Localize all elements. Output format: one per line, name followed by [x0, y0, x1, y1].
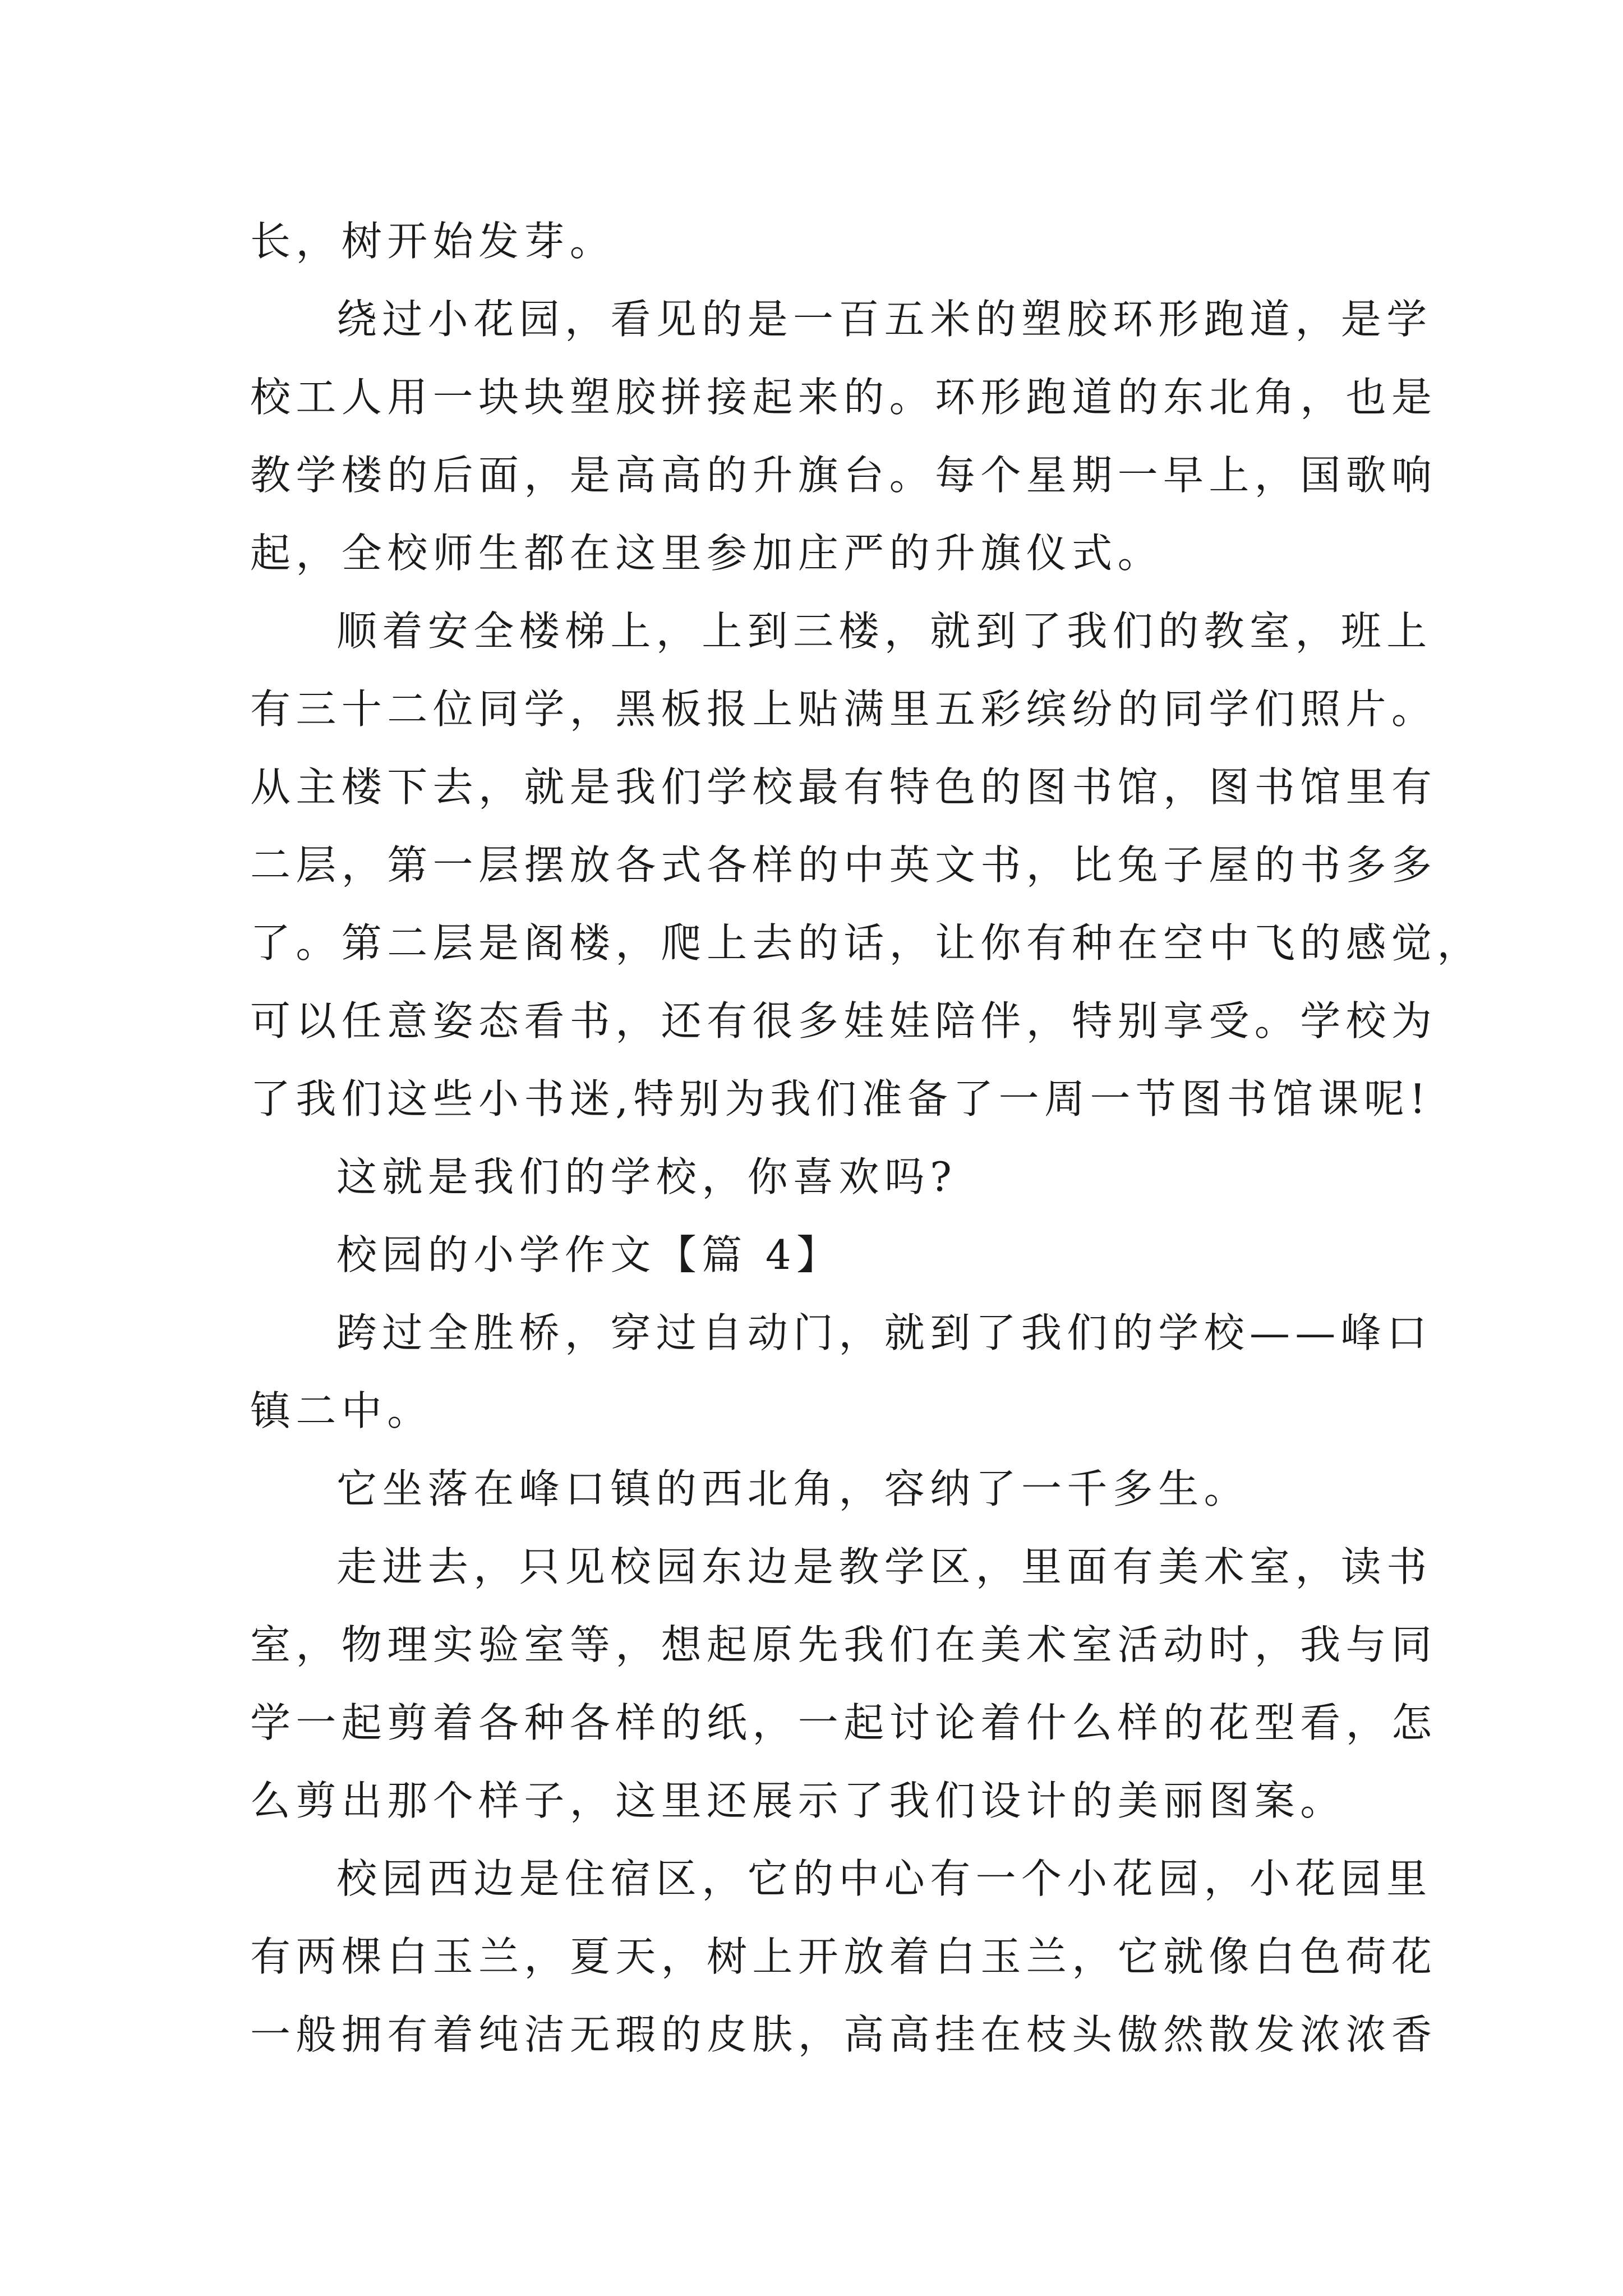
- text-line-21: 么剪出那个样子，这里还展示了我们设计的美丽图案。: [250, 1777, 1346, 1824]
- text-line-4: 教学楼的后面，是高高的升旗台。每个星期一早上，国歌响: [250, 452, 1437, 499]
- text-line-9: 二层，第一层摆放各式各样的中英文书，比兔子屋的书多多: [250, 841, 1437, 889]
- section-heading: 校园的小学作文【篇 4】: [336, 1231, 842, 1278]
- text-line-19: 室，物理实验室等，想起原先我们在美术室活动时，我与同: [250, 1621, 1437, 1668]
- paragraph-line-22: 校园西边是住宿区，它的中心有一个小花园，小花园里: [336, 1855, 1432, 1902]
- paragraph-line-6: 顺着安全楼梯上，上到三楼，就到了我们的教室，班上: [336, 608, 1432, 655]
- text-line-5: 起，全校师生都在这里参加庄严的升旗仪式。: [250, 530, 1164, 577]
- text-line-10: 了。第二层是阁楼，爬上去的话，让你有种在空中飞的感觉，: [250, 919, 1483, 967]
- text-line-1: 长，树开始发芽。: [250, 218, 616, 265]
- paragraph-line-13: 这就是我们的学校，你喜欢吗?: [336, 1153, 957, 1200]
- text-line-24: 一般拥有着纯洁无瑕的皮肤，高高挂在枝头傲然散发浓浓香: [250, 2011, 1437, 2058]
- paragraph-line-17: 它坐落在峰口镇的西北角，容纳了一千多生。: [336, 1465, 1250, 1512]
- text-line-7: 有三十二位同学，黑板报上贴满里五彩缤纷的同学们照片。: [250, 685, 1437, 733]
- text-line-8: 从主楼下去，就是我们学校最有特色的图书馆，图书馆里有: [250, 763, 1437, 811]
- text-line-11: 可以任意姿态看书，还有很多娃娃陪伴，特别享受。学校为: [250, 997, 1437, 1045]
- text-line-23: 有两棵白玉兰，夏天，树上开放着白玉兰，它就像白色荷花: [250, 1933, 1437, 1980]
- text-line-20: 学一起剪着各种各样的纸，一起讨论着什么样的花型看，怎: [250, 1699, 1437, 1746]
- text-line-3: 校工人用一块块塑胶拼接起来的。环形跑道的东北角，也是: [250, 374, 1437, 421]
- paragraph-line-15: 跨过全胜桥，穿过自动门，就到了我们的学校——峰口: [336, 1309, 1432, 1356]
- paragraph-line-18: 走进去，只见校园东边是教学区，里面有美术室，读书: [336, 1543, 1432, 1590]
- text-line-12: 了我们这些小书迷,特别为我们准备了一周一节图书馆课呢!: [250, 1075, 1431, 1122]
- paragraph-line-2: 绕过小花园，看见的是一百五米的塑胶环形跑道，是学: [336, 296, 1432, 343]
- text-line-16: 镇二中。: [250, 1387, 433, 1434]
